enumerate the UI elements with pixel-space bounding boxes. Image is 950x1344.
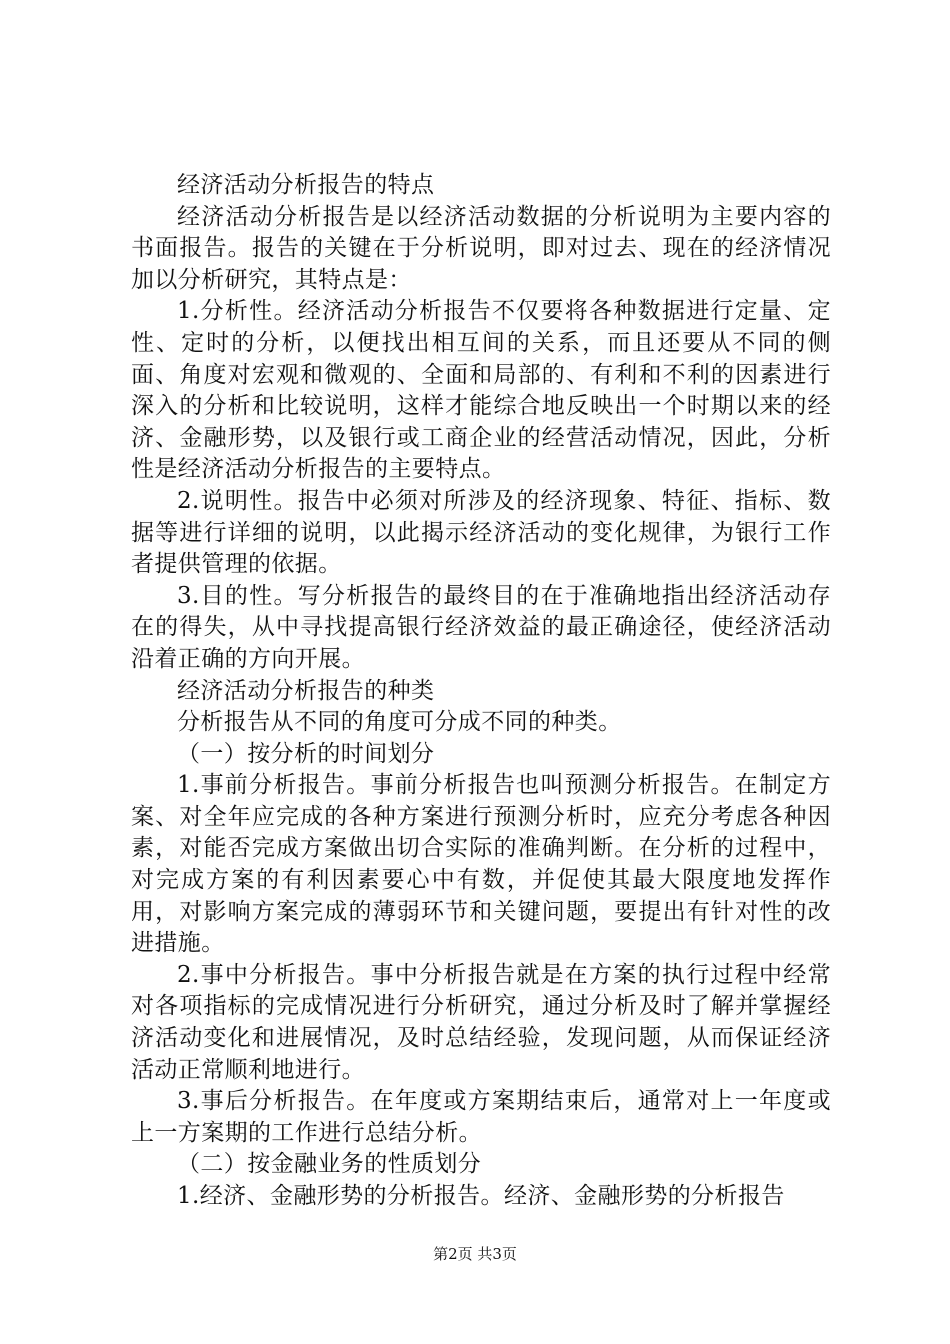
paragraph-analytical: 1.分析性。经济活动分析报告不仅要将各种数据进行定量、定性、定时的分析，以便找出相互间的关系，而且还要从不同的侧面、角度对宏观和微观的、全面和局部的、有利和不利的因素进行深入的分析和比较说明，这样才能综合地反映出一个时期以来的经济、金融形势，以及银行或工商企业的经营活动情况，因此，分析性是经济活动分析报告的主要特点。 (131, 298, 831, 483)
page-footer: 第2页 共3页 (433, 1245, 517, 1263)
section-heading-types: 经济活动分析报告的种类 (177, 677, 435, 704)
paragraph-pre-analysis: 1.事前分析报告。事前分析报告也叫预测分析报告。在制定方案、对全年应完成的各种方案进行预测分析时，应充分考虑各种因素，对能否完成方案做出切合实际的准确判断。在分析的过程中，对完成方案的有利因素要心中有数，并促使其最大限度地发挥作用，对影响方案完成的薄弱环节和关键问题，要提出有针对性的改进措施。 (131, 772, 831, 957)
paragraph-purposeful: 3.目的性。写分析报告的最终目的在于准确地指出经济活动存在的得失，从中寻找提高银行经济效益的最正确途径，使经济活动沿着正确的方向开展。 (131, 582, 831, 672)
document-body (131, 170, 831, 1213)
subheading-by-business: （二）按金融业务的性质划分 (177, 1151, 482, 1178)
subheading-by-time: （一）按分析的时间划分 (177, 740, 435, 767)
section-heading-characteristics: 经济活动分析报告的特点 (177, 172, 435, 198)
paragraph-explanatory: 2.说明性。报告中必须对所涉及的经济现象、特征、指标、数据等进行详细的说明，以此揭示经济活动的变化规律，为银行工作者提供管理的依据。 (131, 487, 831, 578)
paragraph-post-analysis: 3.事后分析报告。在年度或方案期结束后，通常对上一年度或上一方案期的工作进行总结分析。 (131, 1088, 831, 1146)
paragraph-economic-situation: 1.经济、金融形势的分析报告。经济、金融形势的分析报告 (177, 1183, 785, 1209)
paragraph-types-intro: 分析报告从不同的角度可分成不同的种类。 (177, 709, 622, 736)
paragraph-mid-analysis: 2.事中分析报告。事中分析报告就是在方案的执行过程中经常对各项指标的完成情况进行分析研究，通过分析及时了解并掌握经济活动变化和进展情况，及时总结经验，发现问题，从而保证经济活动正常顺利地进行。 (131, 961, 831, 1083)
paragraph-intro: 经济活动分析报告是以经济活动数据的分析说明为主要内容的书面报告。报告的关键在于分析说明，即对过去、现在的经济情况加以分析研究，其特点是： (131, 203, 831, 293)
